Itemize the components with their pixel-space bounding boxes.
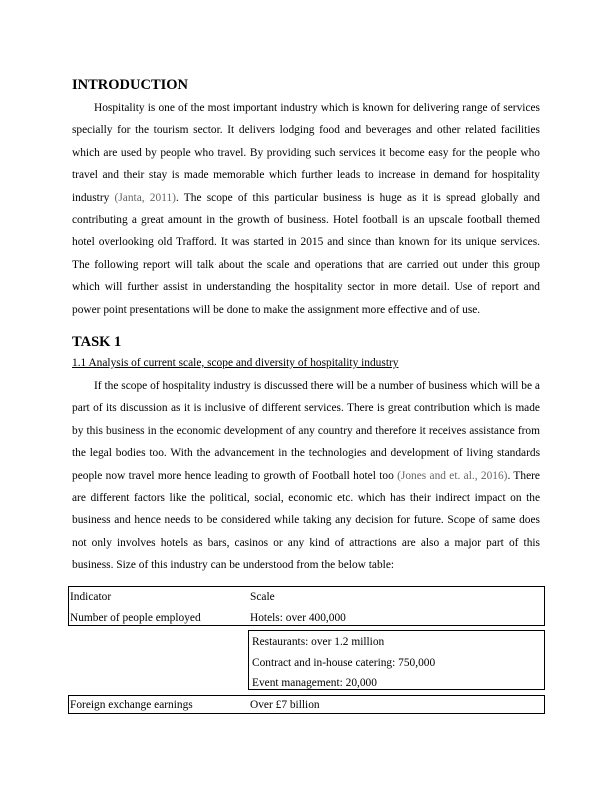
table-row-employed [69,608,544,629]
table-row [249,632,544,653]
cell-foreign-scale: Over £7 billion [250,699,320,711]
cell-foreign-indicator: Foreign exchange earnings [70,699,193,711]
industry-scale-table-subrows [248,630,545,690]
cell-event-management: Event management: 20,000 [252,677,377,689]
industry-scale-table-top [68,586,545,626]
task1-paragraph [72,375,540,577]
table-row [249,673,544,694]
task1-subheading: 1.1 Analysis of current scale, scope and diversity of hospitality industry [72,357,399,369]
task1-text-part-1: If the scope of hospitality industry is discussed there will be a number of business which will be a part of its discussion as it is inclusive of different services. There is great contribution which is made by this business in the economic development of any country and therefore it receives assistance from the legal bodies too. With the advancement in the technologies and development of living standards people now travel more hence leading to growth of Football hotel too [72,380,540,482]
introduction-paragraph [72,97,540,321]
table-row [249,653,544,674]
cell-catering: Contract and in-house catering: 750,000 [252,656,436,669]
introduction-text-part-2: . The scope of this particular business is huge as it is spread globally and contributing a great amount in the growth of business. Hotel football is an upscale football themed hotel overlooking old Trafford. It was started in 2015 and since than known for its unique services. The following report will talk about the scale and operations that are carried out under this group which will further assist in understanding the hospitality sector in more detail. Use of report and power point presentations will be done to make the assignment more effective and of use. [72,191,540,316]
table-row-foreign-exchange [69,696,544,714]
cell-employed-hotels: Hotels: over 400,000 [250,612,346,624]
introduction-heading: INTRODUCTION [72,77,189,93]
industry-scale-table-bottom [68,695,545,714]
header-indicator: Indicator [70,591,112,603]
task1-citation: (Jones and et. al., 2016) [397,469,508,482]
header-scale: Scale [250,591,275,603]
task1-heading: TASK 1 [72,334,122,350]
task1-text-part-2: . There are different factors like the political, social, economic etc. which has their indirect impact on the business and hence needs to be considered while taking any decision for future. Scope of same does not only involves hotels as bars, casinos or any kind of attractions are also a major part of this business. Size of this industry can be understood from the below table: [72,469,540,572]
table-header-row [69,587,544,608]
introduction-text-part-1: Hospitality is one of the most important industry which is known for delivering range of services specially for the tourism sector. It delivers lodging food and beverages and other related facilities which are used by people who travel. By providing such services it become easy for the people who travel and their stay is made memorable which further leads to increase in demand for hospitality industry [72,102,540,204]
introduction-citation: (Janta, 2011) [114,191,176,204]
cell-employed-indicator: Number of people employed [70,612,201,624]
cell-restaurants: Restaurants: over 1.2 million [252,636,385,648]
